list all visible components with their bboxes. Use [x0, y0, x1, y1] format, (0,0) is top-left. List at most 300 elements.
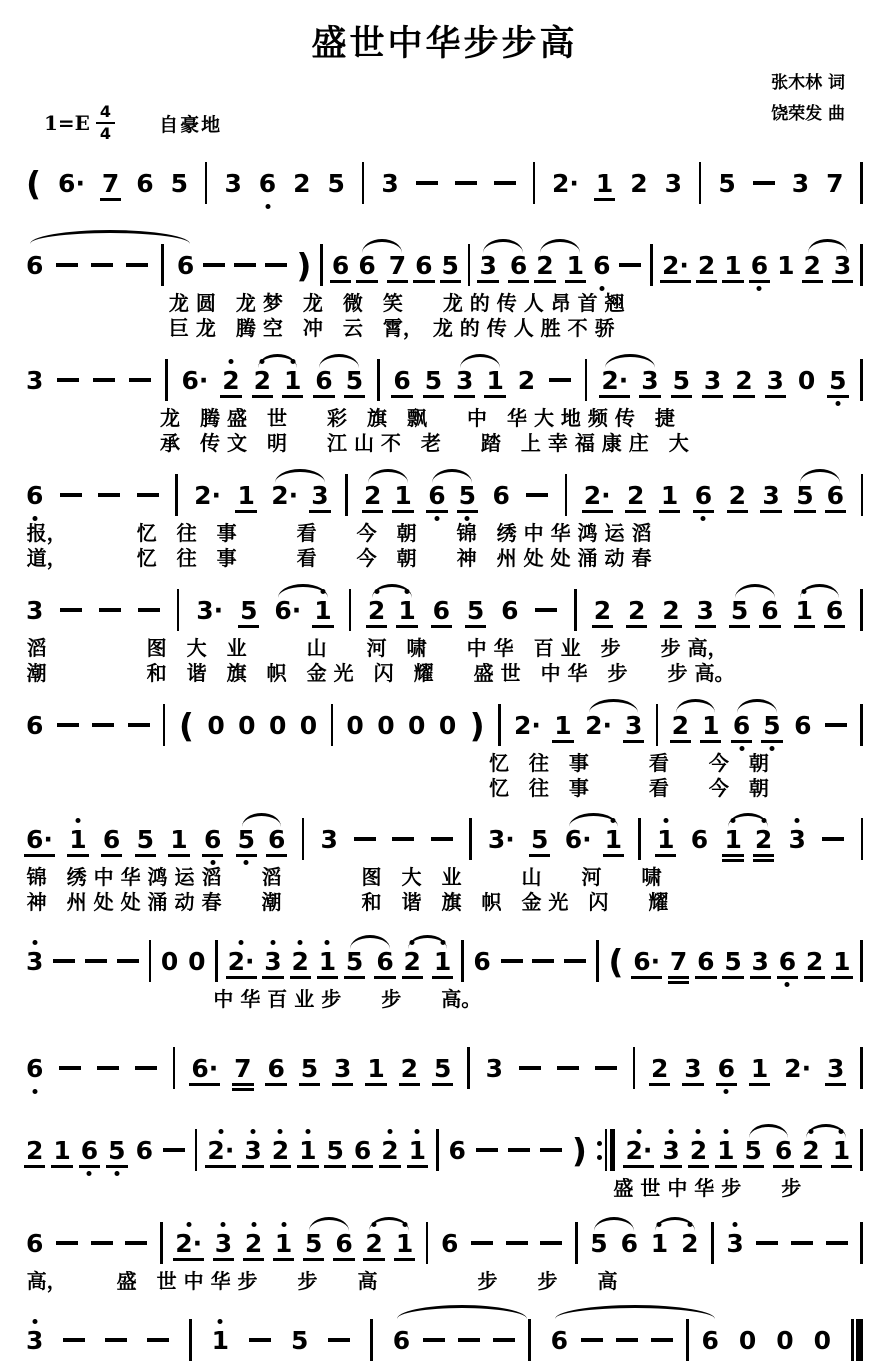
octave-dot-high: [75, 818, 80, 823]
note: 0: [207, 710, 225, 740]
note: 1: [170, 827, 187, 852]
octave-dot-high: [325, 940, 330, 945]
notes-row: [0, 1314, 889, 1366]
note: 3: [662, 1138, 679, 1163]
barline: [215, 940, 218, 982]
duration-dash: [619, 263, 641, 267]
note: 0: [268, 710, 287, 740]
octave-dot-low: [701, 516, 706, 521]
note: 5: [731, 598, 748, 623]
duration-dash: [825, 723, 847, 727]
beam-underline: [440, 280, 461, 283]
note: 2: [698, 253, 715, 278]
note: 1: [702, 713, 719, 738]
beam-underline: [374, 976, 395, 979]
note: 5: [346, 368, 363, 393]
note: 2·: [625, 1138, 652, 1163]
barline: [165, 359, 168, 401]
beam-underline: [825, 1083, 846, 1086]
duration-dash: [147, 1338, 169, 1342]
octave-dot-low: [87, 1171, 92, 1176]
note: 6: [718, 1056, 735, 1081]
slur-group: [237, 824, 286, 854]
beam-underline: [220, 395, 241, 398]
note: 6: [510, 253, 527, 278]
octave-dot-low: [739, 746, 744, 751]
note: 2: [404, 949, 421, 974]
octave-dot-high: [281, 1222, 286, 1227]
note: 2: [804, 253, 821, 278]
duration-dash: [56, 263, 78, 267]
beam-underline: [282, 395, 303, 398]
duration-dash: [501, 959, 523, 963]
note: 3: [789, 827, 806, 852]
note: 3: [752, 949, 769, 974]
slur-group: [393, 1319, 531, 1361]
note: 1: [486, 368, 503, 393]
note: 6: [690, 824, 709, 854]
note: 6: [826, 598, 843, 623]
beam-underline: [362, 510, 383, 513]
beam-underline: [831, 1165, 852, 1168]
note: 3: [26, 1328, 43, 1353]
barline: [861, 474, 864, 516]
note: 5: [590, 1228, 608, 1258]
octave-dot-high: [305, 1129, 310, 1134]
note: 2: [517, 365, 536, 395]
note: 6: [81, 1138, 98, 1163]
notes-row: [0, 813, 889, 865]
beam-underline: [394, 1258, 415, 1261]
duration-dash: [540, 1241, 562, 1245]
duration-dash: [57, 723, 79, 727]
score-line-11: [0, 1217, 889, 1294]
beam-underline: [625, 510, 646, 513]
beam-underline: [265, 1083, 286, 1086]
beam-underline: [330, 280, 351, 283]
barline: [377, 359, 380, 401]
slur-group: [796, 480, 845, 510]
note: 2: [681, 1231, 698, 1256]
beam-underline: [700, 740, 721, 743]
lyric-line: 巨 龙 腾 空 冲 云 霄， 龙 的 传 人 胜 不 骄: [168, 316, 615, 341]
beam-underline: [189, 1083, 220, 1086]
octave-dot-high: [218, 1319, 223, 1324]
beam-underline: [465, 625, 486, 628]
beam-underline: [733, 395, 754, 398]
note: 1: [777, 250, 795, 280]
octave-dot-high: [687, 1222, 692, 1227]
octave-dot-high: [374, 589, 379, 594]
barline: [699, 162, 702, 204]
barline: [175, 474, 178, 516]
beam-underline: [431, 625, 452, 628]
note: 3: [726, 1231, 743, 1256]
note: 1: [69, 827, 86, 852]
score-line-9: [0, 1042, 889, 1094]
note: 2: [627, 483, 644, 508]
slur-group: [26, 244, 194, 286]
beam-underline: [168, 854, 189, 857]
octave-dot-high: [440, 940, 445, 945]
note: 6: [593, 253, 610, 278]
note: 2: [806, 949, 823, 974]
note: 3: [625, 713, 642, 738]
beam-underline: [379, 1165, 400, 1168]
slur-group: [585, 710, 643, 740]
beam-underline: [655, 854, 676, 857]
note: 3: [264, 949, 281, 974]
note: 0: [188, 946, 206, 976]
note: 5: [763, 713, 780, 738]
barline: [205, 162, 208, 204]
note: 2: [272, 1138, 289, 1163]
slur-group: [403, 946, 452, 976]
beam-underline: [387, 280, 408, 283]
note: 6: [392, 1325, 411, 1355]
barline: [585, 359, 588, 401]
beam-underline: [426, 510, 447, 513]
octave-dot-high: [186, 1222, 191, 1227]
duration-dash: [92, 723, 114, 727]
note: 2: [245, 1231, 262, 1256]
barline: [189, 1319, 192, 1361]
beam-underline: [457, 510, 478, 513]
duration-dash: [581, 1338, 603, 1342]
note: 6: [441, 1228, 459, 1258]
repeat-barline: [597, 1129, 616, 1171]
duration-dash: [63, 1338, 85, 1342]
beam-underline: [266, 854, 287, 857]
beam-underline: [716, 1083, 737, 1086]
note: 6: [428, 483, 445, 508]
barline: [469, 818, 472, 860]
notes-row: [0, 157, 889, 209]
slur-group: [590, 1228, 639, 1258]
note: 3: [767, 368, 784, 393]
note: 3: [381, 168, 399, 198]
barline: [498, 704, 501, 746]
note: 5: [170, 168, 189, 198]
duration-dash: [105, 1338, 127, 1342]
duration-dash: [616, 1338, 638, 1342]
beam-underline: [777, 976, 798, 979]
note: 1: [319, 949, 336, 974]
note: 5: [531, 827, 548, 852]
note: 5: [829, 368, 846, 393]
beam-underline: [313, 395, 334, 398]
note: 0: [299, 710, 318, 740]
note: 6: [761, 598, 778, 623]
note: 5: [240, 598, 257, 623]
parenthesis: (: [178, 705, 194, 745]
note: 2·: [271, 480, 299, 510]
beam-underline: [242, 1165, 263, 1168]
barline: [195, 1129, 198, 1171]
beam-underline: [67, 854, 88, 857]
beam-underline: [722, 976, 743, 979]
slur-group: [274, 595, 332, 625]
octave-dot-high: [669, 1129, 674, 1134]
octave-dot-high: [278, 1129, 283, 1134]
lyric-line: 潮 和 谐 旗 帜 金 光 闪 耀 盛 世 中 华 步 步 高。: [26, 661, 735, 686]
note: 0: [776, 1325, 794, 1355]
duration-dash: [535, 608, 557, 612]
time-denominator: 4: [99, 124, 112, 144]
score-line-4: [0, 469, 889, 571]
octave-dot-low: [114, 1171, 119, 1176]
octave-dot-high: [795, 818, 800, 823]
note: 2·: [175, 1231, 202, 1256]
note: 2·: [601, 368, 628, 393]
note: 6: [751, 253, 768, 278]
lyric-line: 神 州 处 处 涌 动 春 潮 和 谐 旗 帜 金 光 闪 耀: [26, 890, 669, 915]
note: 2: [381, 1138, 398, 1163]
lyric-line: 报， 忆 往 事 看 今 朝 锦 绣 中 华 鸿 运 滔: [26, 521, 652, 546]
note: 2: [368, 598, 385, 623]
duration-dash: [476, 1148, 498, 1152]
beam-underline: [299, 1083, 320, 1086]
beam-underline: [660, 280, 691, 283]
beam-underline: [392, 510, 413, 513]
notes-row: [0, 1124, 889, 1176]
octave-dot-high: [809, 1129, 814, 1134]
beam-underline: [232, 1083, 253, 1086]
note: 2·: [662, 253, 689, 278]
barline: [638, 818, 641, 860]
note: 3: [791, 168, 810, 198]
note: 2: [651, 1056, 668, 1081]
octave-dot-high: [372, 1222, 377, 1227]
octave-dot-low: [835, 401, 840, 406]
note: 1: [796, 598, 813, 623]
note: 2: [802, 1138, 819, 1163]
slur-group: [803, 250, 852, 280]
octave-dot-high: [228, 359, 233, 364]
octave-dot-high: [663, 818, 668, 823]
slur-group: [795, 595, 844, 625]
barline: [302, 818, 305, 860]
beam-underline: [484, 395, 505, 398]
duration-dash: [526, 493, 548, 497]
note: 5: [301, 1056, 318, 1081]
note: 1: [567, 253, 584, 278]
duration-dash: [431, 837, 453, 841]
beam-underline: [750, 976, 771, 979]
beam-underline: [824, 625, 845, 628]
barline: [149, 940, 152, 982]
duration-dash: [91, 1241, 113, 1245]
repeat-thick-bar: [610, 1129, 615, 1171]
note: 5: [442, 253, 459, 278]
score-line-7: [0, 813, 889, 915]
note: 2: [536, 253, 553, 278]
beam-underline: [202, 854, 223, 857]
octave-dot-high: [387, 1129, 392, 1134]
beam-underline: [682, 1083, 703, 1086]
barline: [860, 1047, 863, 1089]
beam-underline: [100, 198, 121, 201]
note: 1: [605, 827, 622, 852]
note: 3: [697, 598, 714, 623]
beam-underline: [352, 1165, 373, 1168]
duration-dash: [53, 959, 75, 963]
barline: [860, 1222, 863, 1264]
final-barline: [851, 1319, 863, 1361]
beam-underline: [79, 1165, 100, 1168]
note: 3: [762, 483, 779, 508]
note: 6·: [58, 168, 85, 198]
barline: [331, 704, 334, 746]
duration-dash: [234, 263, 256, 267]
beam-underline: [290, 976, 311, 979]
barline: [650, 244, 653, 286]
note: 6: [393, 368, 410, 393]
duration-dash: [471, 1241, 493, 1245]
note: 3: [26, 365, 44, 395]
key-signature: 1=E: [44, 111, 90, 136]
note: 7: [102, 171, 119, 196]
note: 3: [244, 1138, 261, 1163]
octave-dot-high: [733, 1222, 738, 1227]
note: 6: [268, 827, 285, 852]
beam-underline: [565, 280, 586, 283]
slur-group: [730, 595, 779, 625]
octave-dot-low: [32, 1089, 37, 1094]
note: 2·: [207, 1138, 234, 1163]
beam-underline: [344, 976, 365, 979]
note: 2: [594, 598, 611, 623]
slur-group: [428, 480, 477, 510]
beam-underline: [332, 1083, 353, 1086]
note: 6: [473, 946, 491, 976]
note: 1: [284, 368, 301, 393]
note: 1: [661, 483, 678, 508]
beam-underline: [402, 976, 423, 979]
octave-dot-high: [239, 940, 244, 945]
barline: [173, 1047, 176, 1089]
duration-dash: [756, 1241, 778, 1245]
octave-dot-low: [465, 516, 470, 521]
duration-dash: [328, 1338, 350, 1342]
note: 5: [137, 827, 154, 852]
beam-underline: [106, 1165, 127, 1168]
beam-underline: [226, 976, 257, 979]
note: 3: [26, 595, 44, 625]
note: 1: [657, 827, 674, 852]
note: 6: [358, 253, 375, 278]
note: 1: [237, 483, 254, 508]
barline: [467, 1047, 470, 1089]
parenthesis: (: [608, 941, 624, 981]
duration-dash: [826, 1241, 848, 1245]
note: 6: [775, 1138, 792, 1163]
score-line-5: [0, 584, 889, 686]
note: 5: [326, 1138, 343, 1163]
note: 1: [275, 1231, 292, 1256]
beam-underline: [761, 740, 782, 743]
note: 2: [729, 483, 746, 508]
octave-dot-high: [271, 940, 276, 945]
duration-dash: [91, 263, 113, 267]
note: 2·: [585, 710, 612, 740]
note: 5: [434, 1056, 451, 1081]
duration-dash: [416, 181, 438, 185]
duration-dash: [97, 1066, 119, 1070]
slur-group: [271, 480, 329, 510]
barline: [860, 359, 863, 401]
beam-underline: [101, 854, 122, 857]
duration-dash: [135, 1066, 157, 1070]
note: 6: [26, 1228, 44, 1258]
note: 2: [292, 949, 309, 974]
note: 3: [334, 1056, 351, 1081]
octave-dot-high: [251, 1222, 256, 1227]
beam-underline: [366, 625, 387, 628]
duration-dash: [549, 378, 571, 382]
duration-dash: [59, 1066, 81, 1070]
note: 3: [834, 253, 851, 278]
beam-underline: [668, 976, 689, 979]
beam-underline: [391, 395, 412, 398]
octave-dot-high: [320, 589, 325, 594]
note: 6: [176, 250, 195, 280]
note: 1: [53, 1138, 70, 1163]
score-line-10: [0, 1124, 889, 1201]
note: 6·: [191, 1056, 218, 1081]
note: 0: [238, 710, 256, 740]
lyric-line: 忆 往 事 看 今 朝: [488, 751, 769, 776]
beam-underline-2: [232, 1088, 253, 1091]
note: 6·: [181, 365, 209, 395]
beam-underline: [592, 625, 613, 628]
note: 6: [354, 1138, 371, 1163]
beam-underline: [696, 280, 717, 283]
parenthesis: ): [296, 245, 312, 285]
beam-underline: [252, 395, 273, 398]
slur-group: [363, 480, 412, 510]
beam-underline: [432, 976, 453, 979]
beam-underline: [273, 1258, 294, 1261]
notes-row: [0, 354, 889, 406]
score-body: [0, 157, 889, 1366]
slur-group: [724, 824, 773, 854]
duration-dash: [791, 1241, 813, 1245]
beam-underline: [825, 510, 846, 513]
slur-group: [802, 1135, 851, 1165]
octave-dot-high: [405, 589, 410, 594]
barline: [533, 162, 536, 204]
beam-underline: [365, 1083, 386, 1086]
octave-dot-high: [636, 1129, 641, 1134]
note: 5: [745, 1138, 762, 1163]
duration-dash: [126, 263, 148, 267]
slur-group: [536, 250, 585, 280]
note: 6: [492, 480, 510, 510]
notes-row: [0, 699, 889, 751]
note: 5: [796, 483, 813, 508]
beam-underline: [659, 510, 680, 513]
note: 6: [26, 710, 44, 740]
lyric-line: 锦 绣 中 华 鸿 运 滔 滔 图 大 业 山 河 啸: [26, 865, 662, 890]
octave-dot-high: [723, 1129, 728, 1134]
note: 2·: [784, 1053, 812, 1083]
score-line-12: [0, 1314, 889, 1366]
duration-dash: [540, 1148, 562, 1152]
barline: [163, 704, 166, 746]
beam-underline: [529, 854, 550, 857]
note: 5: [108, 1138, 125, 1163]
